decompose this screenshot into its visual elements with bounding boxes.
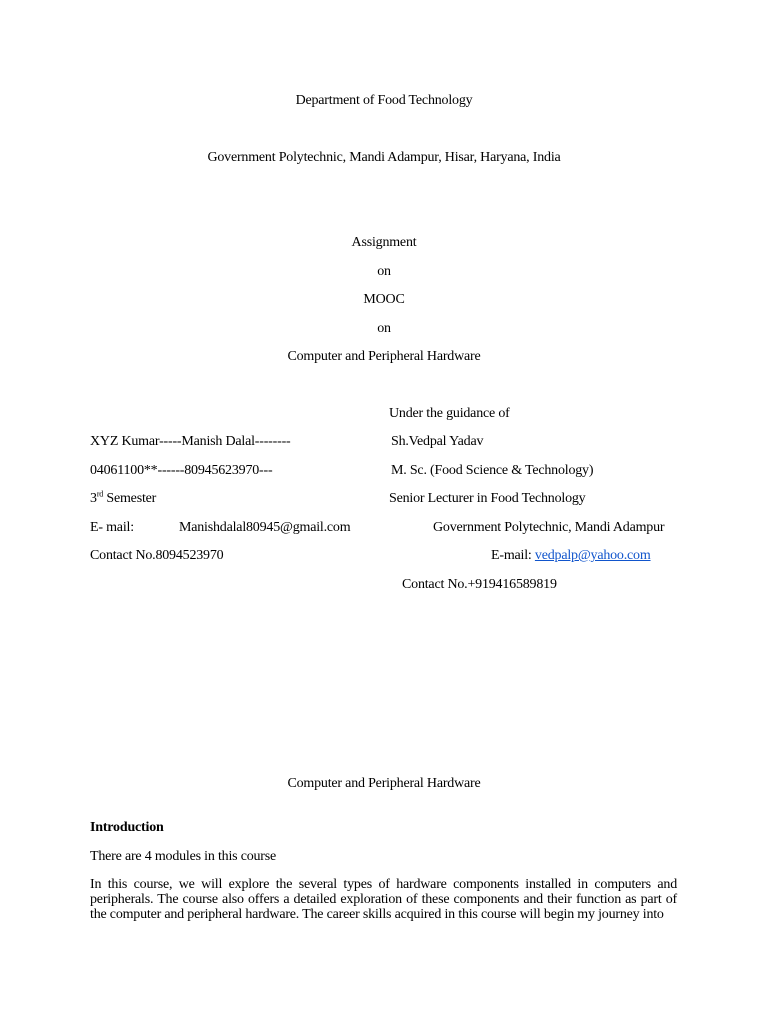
guide-email [491,548,651,564]
semester-suffix: rd [96,489,104,499]
title-assignment: Assignment [351,235,417,250]
section-title: Computer and Peripheral Hardware [287,776,481,791]
guide-heading: Under the guidance of [389,406,510,421]
guide-email-link[interactable]: vedpalp@yahoo.com [534,548,651,563]
title-mooc: MOOC [363,292,405,307]
guide-contact: Contact No.+919416589819 [402,577,557,592]
title-on-2: on [377,321,391,336]
institution-heading: Government Polytechnic, Mandi Adampur, Hisar, Haryana, India [207,150,561,165]
introduction-heading: Introduction [90,820,164,835]
semester-word: Semester [106,491,157,506]
guide-designation: Senior Lecturer in Food Technology [389,491,586,506]
semester-number: 3 [90,491,97,506]
guide-qualification: M. Sc. (Food Science & Technology) [391,463,594,478]
student-email-label: E- mail: [90,520,134,535]
student-semester [90,491,156,507]
student-names: XYZ Kumar-----Manish Dalal-------- [90,434,291,449]
guide-name: Sh.Vedpal Yadav [391,434,484,449]
modules-line: There are 4 modules in this course [90,849,277,864]
title-on-1: on [377,264,391,279]
guide-institution: Government Polytechnic, Mandi Adampur [433,520,665,535]
student-contact: Contact No.8094523970 [90,548,224,563]
title-course-name: Computer and Peripheral Hardware [287,349,481,364]
student-email-value: Manishdalal80945@gmail.com [179,520,351,535]
guide-email-label: E-mail: [491,548,532,563]
department-heading: Department of Food Technology [295,93,473,108]
student-roll-numbers: 04061100**------80945623970--- [90,463,273,478]
intro-paragraph: In this course, we will explore the several types of hardware components installed in computers and peripherals. The course also offers a detailed exploration of these components and their function as part of the computer and peripheral hardware. The career skills acquired in this course will begin my journey into [90,877,677,923]
